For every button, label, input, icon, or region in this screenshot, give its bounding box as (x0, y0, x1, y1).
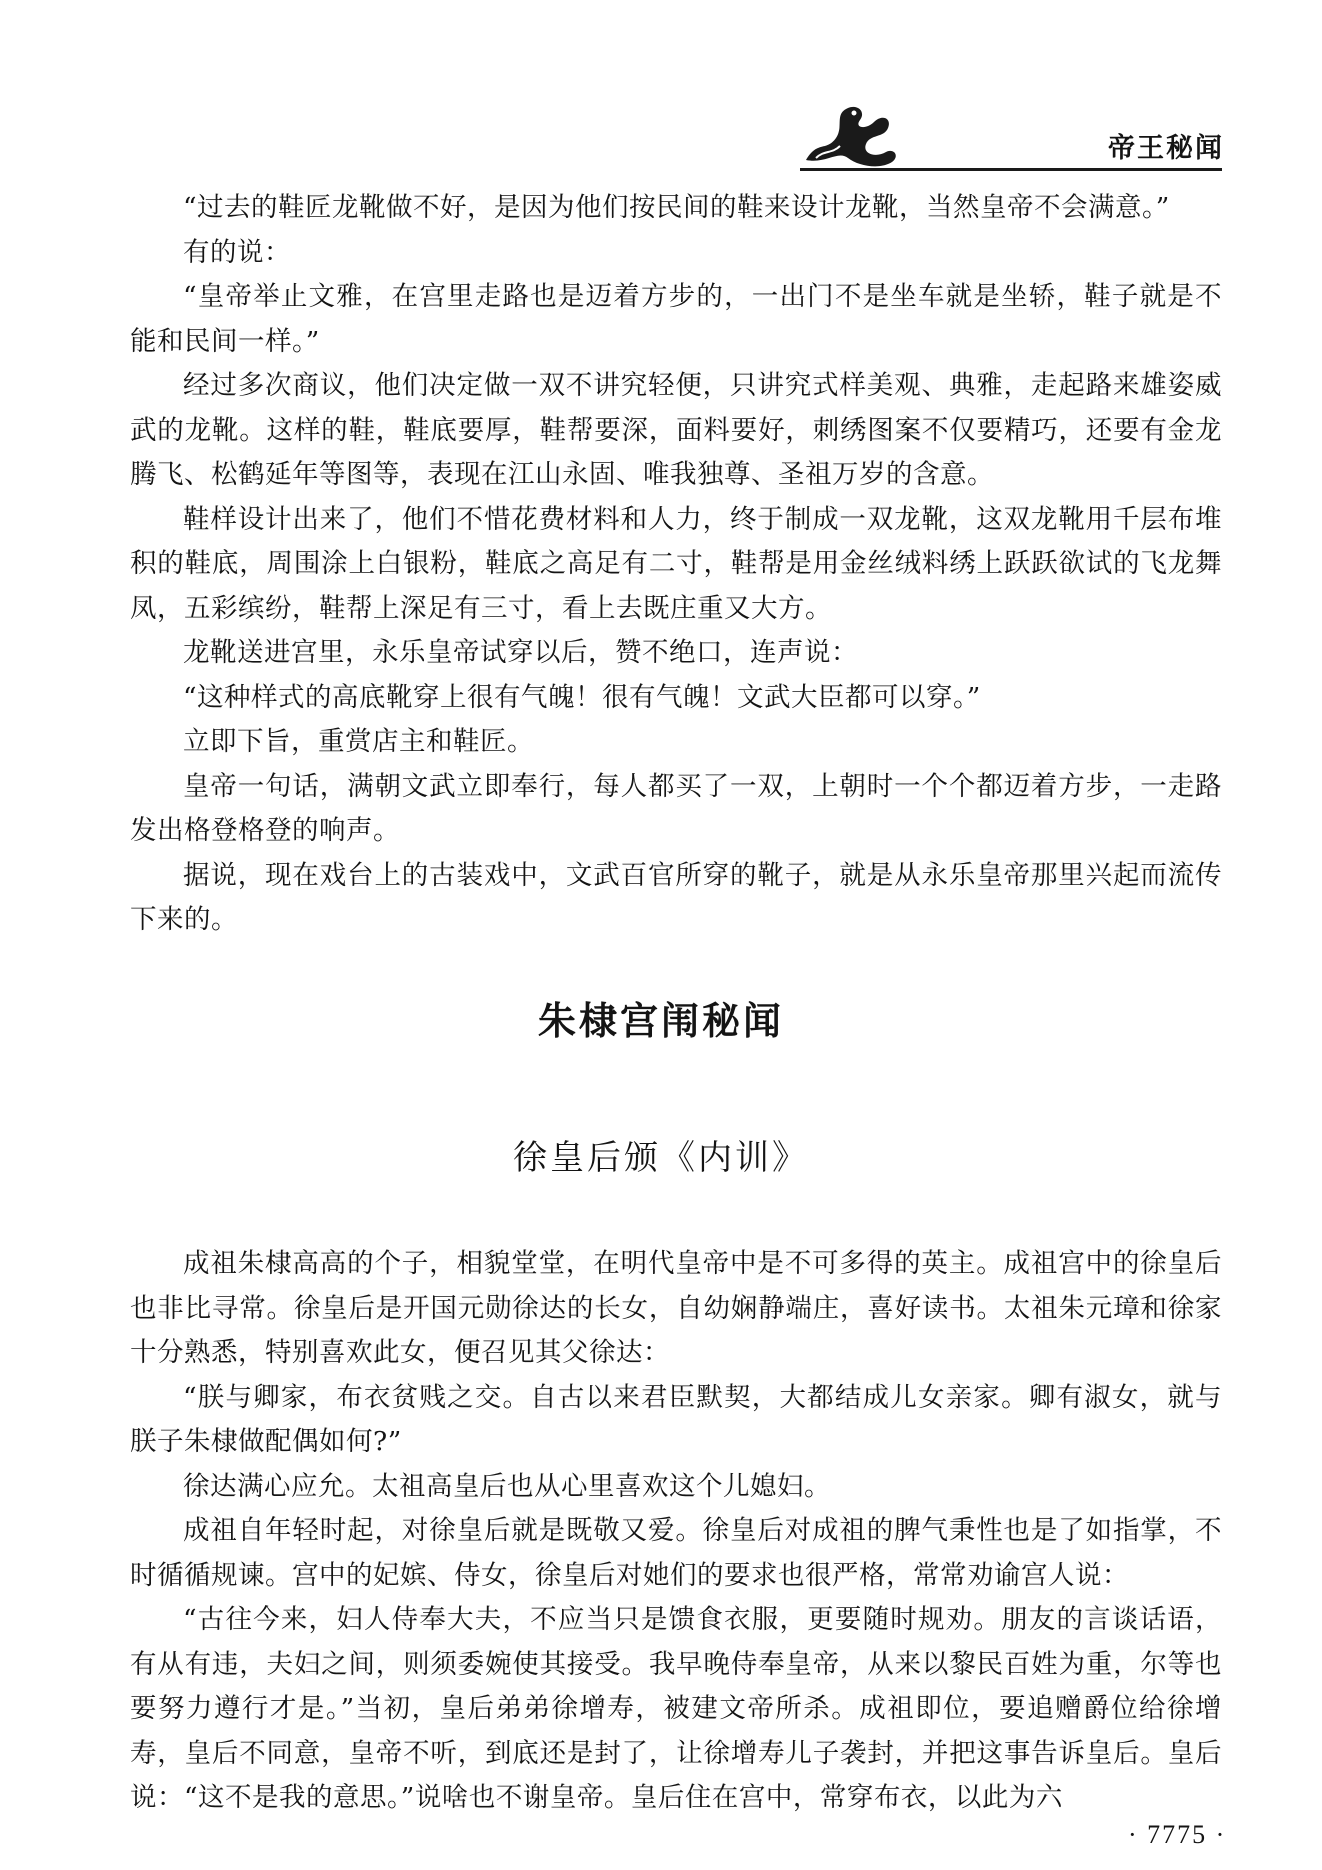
paragraph: 龙靴送进宫里，永乐皇帝试穿以后，赞不绝口，连声说： (183, 637, 858, 668)
paragraph: 成祖自年轻时起，对徐皇后就是既敬又爱。徐皇后对成祖的脾气秉性也是了如指掌，不时循循规谏。宫中的妃嫔、侍女，徐皇后对她们的要求也很严格，常常劝谕宫人说： (130, 1515, 1222, 1591)
running-header (0, 96, 1322, 186)
text-block-top (130, 186, 1222, 943)
page-number: · 7775 · (1128, 1820, 1227, 1849)
paragraph: “这种样式的高底靴穿上很有气魄！很有气魄！文武大臣都可以穿。” (183, 681, 981, 713)
header-divider (800, 168, 1222, 171)
paragraph: 据说，现在戏台上的古装戏中，文武百官所穿的靴子，就是从永乐皇帝那里兴起而流传下来的。 (130, 859, 1222, 935)
paragraph: “过去的鞋匠龙靴做不好，是因为他们按民间的鞋来设计龙靴，当然皇帝不会满意。” (183, 192, 1170, 223)
paragraph: 皇帝一句话，满朝文武立即奉行，每人都买了一双，上朝时一个个都迈着方步，一走路发出格登格登的响声。 (130, 770, 1222, 846)
paragraph: 立即下旨，重赏店主和鞋匠。 (183, 726, 534, 757)
section-title: 徐皇后颁《内训》 (513, 1138, 809, 1178)
paragraph: 鞋样设计出来了，他们不惜花费材料和人力，终于制成一双龙靴，这双龙靴用千层布堆积的鞋底，周围涂上白银粉，鞋底之高足有二寸，鞋帮是用金丝绒料绣上跃跃欲试的飞龙舞凤，五彩缤纷，鞋帮上深足有三寸，看上去既庄重又大方。 (130, 503, 1222, 624)
header-title: 帝王秘闻 (1108, 133, 1224, 164)
chapter-title: 朱棣宫闱秘闻 (537, 999, 784, 1043)
paragraph: “皇帝举止文雅，在宫里走路也是迈着方步的，一出门不是坐车就是坐轿，鞋子就是不能和民间一样。” (130, 281, 1222, 357)
paragraph: 经过多次商议，他们决定做一双不讲究轻便，只讲究式样美观、典雅，走起路来雄姿威武的龙靴。这样的鞋，鞋底要厚，鞋帮要深，面料要好，刺绣图案不仅要精巧，还要有金龙腾飞、松鹤延年等图等，表现在江山永固、唯我独尊、圣祖万岁的含意。 (130, 370, 1222, 490)
paragraph: 成祖朱棣高高的个子，相貌堂堂，在明代皇帝中是不可多得的英主。成祖宫中的徐皇后也非比寻常。徐皇后是开国元勋徐达的长女，自幼娴静端庄，喜好读书。太祖朱元璋和徐家十分熟悉，特别喜欢此女，便召见其父徐达： (130, 1248, 1222, 1368)
paragraph: 有的说： (183, 236, 291, 268)
dragon-emblem-icon (796, 100, 906, 172)
paragraph: “古往今来，妇人侍奉大夫，不应当只是馈食衣服，更要随时规劝。朋友的言谈话语，有从有违，夫妇之间，则须委婉使其接受。我早晚侍奉皇帝，从来以黎民百姓为重，尔等也要努力遵行才是。”当初，皇后弟弟徐增寿，被建文帝所杀。成祖即位，要追赠爵位给徐增寿，皇后不同意，皇帝不听，到底还是封了，让徐增寿儿子袭封，并把这事告诉皇后。皇后说：“这不是我的意思。”说啥也不谢皇帝。皇后住在宫中，常穿布衣，以此为六 (130, 1604, 1222, 1813)
text-block-bottom (130, 1242, 1222, 1821)
paragraph: 徐达满心应允。太祖高皇后也从心里喜欢这个儿媳妇。 (183, 1470, 831, 1502)
paragraph: “朕与卿家，布衣贫贱之交。自古以来君臣默契，大都结成儿女亲家。卿有淑女，就与朕子朱棣做配偶如何?” (130, 1381, 1222, 1457)
